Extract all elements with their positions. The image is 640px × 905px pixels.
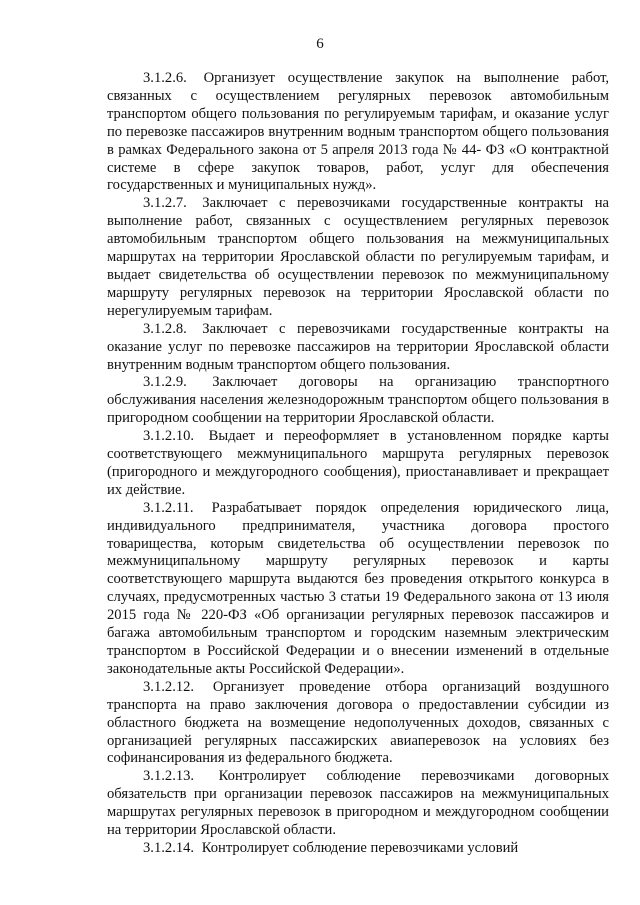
paragraph [107,321,609,375]
paragraph [107,840,609,858]
paragraph-text: Контролирует соблюдение перевозчиками договорных обязательств при организации перевозок пассажиров на межмуниципальных маршрутах регулярных перевозок в пригородном и междугородном сообщении на территории Ярославской области. [107,768,609,839]
paragraph-text: Контролирует соблюдение перевозчиками условий [201,839,519,856]
paragraph [107,70,609,195]
paragraph [107,374,609,428]
document-body [107,70,609,858]
paragraph-text: Организует проведение отбора организаций воздушного транспорта на право заключения договора о предоставлении субсидии из областного бюджета на возмещение недополученных доходов, связанных с организацией регулярных пассажирских авиаперевозок на условиях без софинансирования из федерального бюджета. [107,678,609,767]
clause-number: 3.1.2.14. [143,839,195,856]
paragraph-text: Выдает и переоформляет в установленном порядке карты соответствующего межмуниципального маршрута регулярных перевозок (пригородного и междугородного сообщения), приостанавливает и прекращает их действие. [107,428,609,498]
paragraph [107,428,609,500]
paragraph-text: Разрабатывает порядок определения юридического лица, индивидуального предпринимателя, участника договора простого товарищества, которым свидетельства об осуществлении перевозок по межмуниципальному маршруту регулярных перевозок и карты соответствующего маршрута выдаются без проведения открытого конкурса в случаях, предусмотренных частью 3 статьи 19 Федерального закона от 13 июля 2015 года № 220-ФЗ «Об организации регулярных перевозок пассажиров и багажа автомобильным транспортом и городским наземным электрическим транспортом в Российской Федерации и о внесении изменений в отдельные законодательные акты Российской Федерации». [107,499,609,677]
paragraph-text: Заключает с перевозчиками государственные контракты на выполнение работ, связанных с осуществлением регулярных перевозок автомобильным транспортом общего пользования на межмуниципальных маршрутах на территории Ярославской области по регулируемым тарифам, и выдает свидетельства об осуществлении перевозок по межмуниципальному маршруту регулярных перевозок на территории Ярославской области по нерегулируемым тарифам. [107,195,609,319]
clause-number: 3.1.2.7. [143,195,187,212]
clause-number: 3.1.2.11. [143,499,194,516]
paragraph [107,768,609,840]
clause-number: 3.1.2.13. [143,768,195,785]
clause-number: 3.1.2.6. [143,70,187,86]
paragraph [107,679,609,769]
page-number: 6 [316,36,324,52]
paragraph-text: Заключает с перевозчиками государственные контракты на оказание услуг по перевозке пассажиров на территории Ярославской области внутренним водным транспортом общего пользования. [107,320,609,373]
paragraph [107,500,609,679]
clause-number: 3.1.2.9. [143,374,187,391]
clause-number: 3.1.2.8. [143,320,187,337]
paragraph [107,195,609,320]
paragraph-text: Организует осуществление закупок на выполнение работ, связанных с осуществлением регулярных перевозок автомобильным транспортом общего пользования по регулируемым тарифам, и оказание услуг по перевозке пассажиров внутренним водным транспортом общего пользования в рамках Федерального закона от 5 апреля 2013 года № 44- ФЗ «О контрактной системе в сфере закупок товаров, работ, услуг для обеспечения государственных и муниципальных нужд». [107,70,609,194]
clause-number: 3.1.2.12. [143,678,195,695]
clause-number: 3.1.2.10. [143,428,195,445]
paragraph-text: Заключает договоры на организацию транспортного обслуживания населения железнодорожным транспортом общего пользования в пригородном сообщении на территории Ярославской области. [107,374,609,427]
